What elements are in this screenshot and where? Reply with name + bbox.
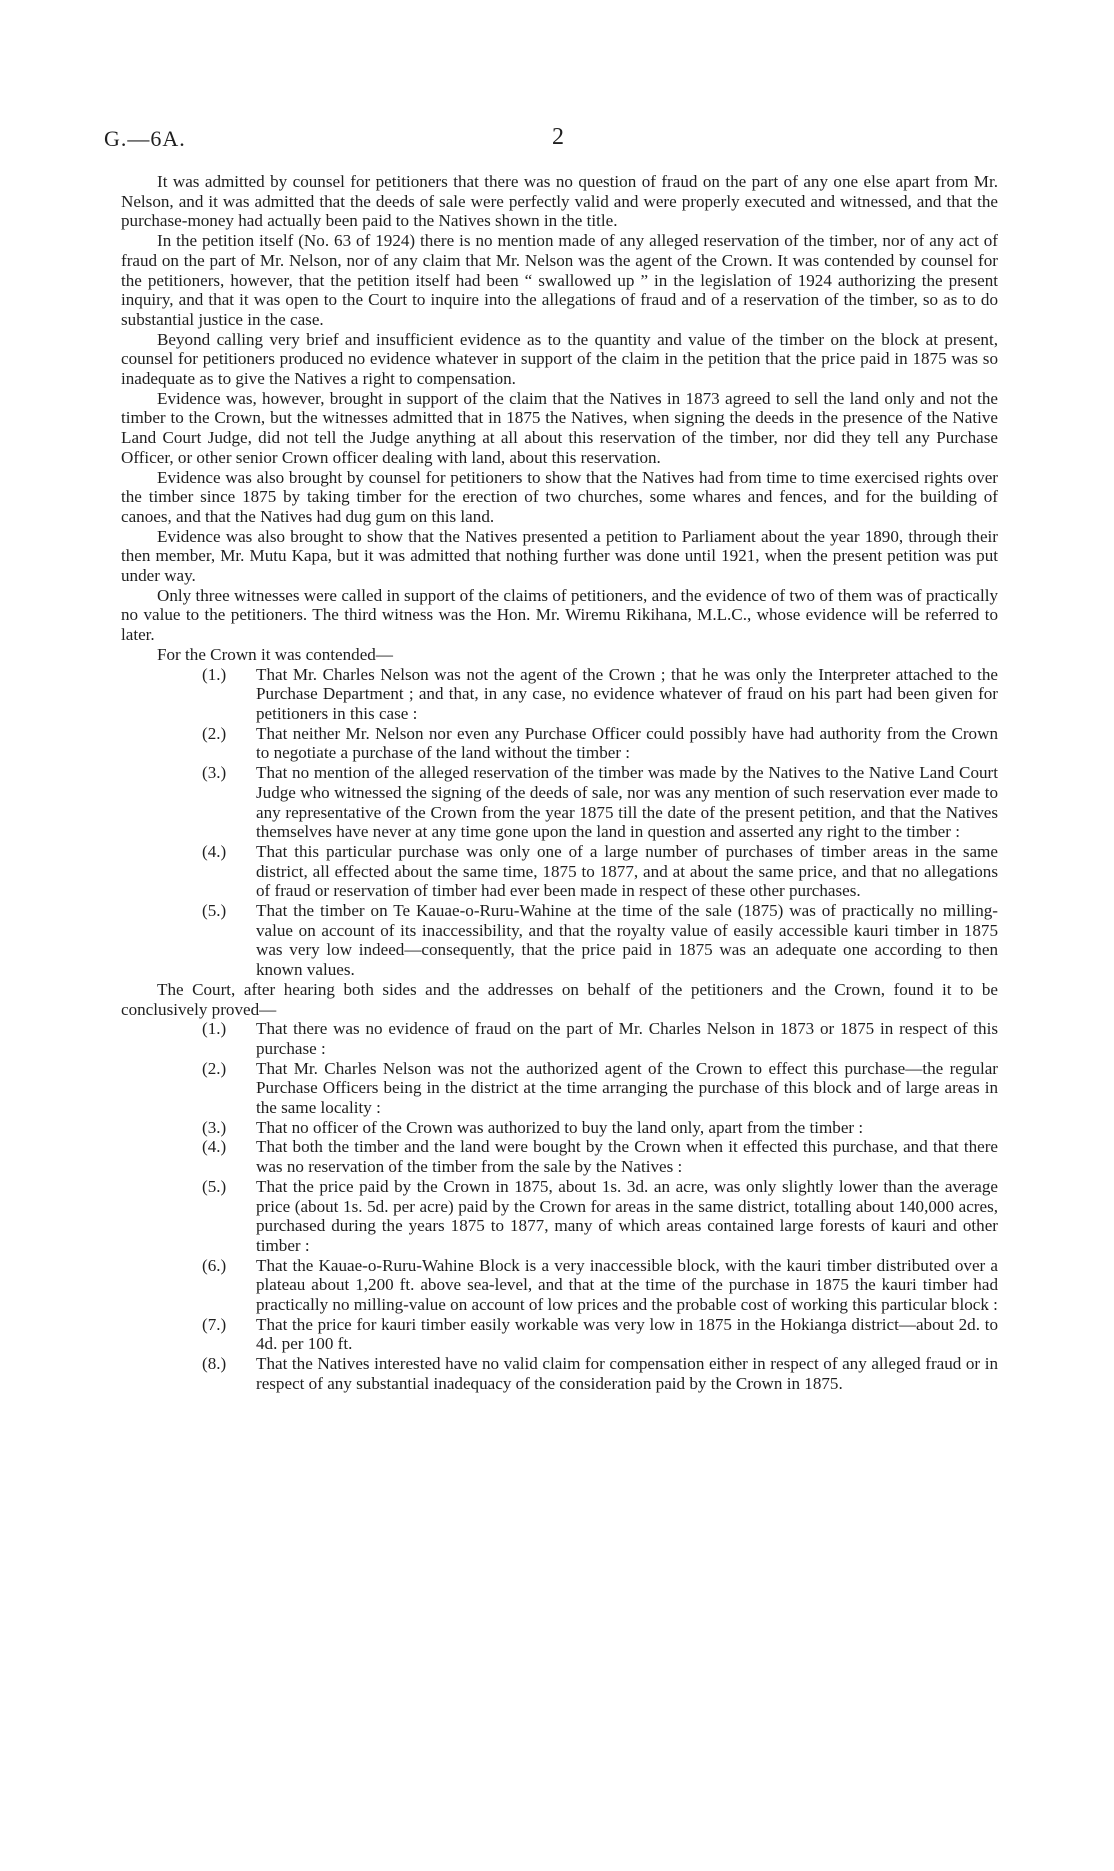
list-text: That the price paid by the Crown in 1875, about 1s. 3d. an acre, was only slightly lower than the average price (about 1s. 5d. per acre) paid by the Crown for areas in the same district, totalling about 140,000 acres, purchased during the years 1875 to 1877, many of which areas contained large forests of kauri and other timber :	[256, 1176, 998, 1255]
list-text: That there was no evidence of fraud on the part of Mr. Charles Nelson in 1873 or 1875 in respect of this purchase :	[256, 1019, 998, 1058]
list-number: (5.)	[202, 901, 227, 921]
list-text: That no officer of the Crown was authorized to buy the land only, apart from the timber :	[256, 1117, 864, 1137]
list-text: That the timber on Te Kauae-o-Ruru-Wahine at the time of the sale (1875) was of practically no milling-value on account of its inaccessibility, and that the royalty value of easily accessible kauri timber in 1875 was very low indeed—consequently, that the price paid in 1875 was an adequate one according to then known values.	[256, 901, 998, 980]
list-text: That Mr. Charles Nelson was not the agent of the Crown ; that he was only the Interpreter attached to the Purchase Department ; and that, in any case, no evidence whatever of fraud on his part had been given for petitioners in this case :	[256, 664, 998, 723]
list-text: That the Natives interested have no valid claim for compensation either in respect of any alleged fraud or in respect of any substantial inadequacy of the consideration paid by the Crown in 1875.	[256, 1354, 998, 1393]
paragraph: It was admitted by counsel for petitioners that there was no question of fraud on the part of any one else apart from Mr. Nelson, and it was admitted that the deeds of sale were perfectly valid and were properly executed and witnessed, and that the purchase-money had actually been paid to the Natives shown in the title.	[121, 172, 998, 231]
list-number: (3.)	[202, 763, 227, 783]
list-number: (7.)	[202, 1314, 227, 1334]
list-number: (1.)	[202, 664, 227, 684]
list-item	[121, 1118, 998, 1138]
list-number: (2.)	[202, 723, 227, 743]
list-number: (6.)	[202, 1255, 227, 1275]
paragraph: In the petition itself (No. 63 of 1924) there is no mention made of any alleged reservation of the timber, nor of any act of fraud on the part of Mr. Nelson, nor of any claim that Mr. Nelson was the agent of the Crown. It was contended by counsel for the petitioners, however, that the petition itself had been “ swallowed up ” in the legislation of 1924 authorizing the present inquiry, and that it was open to the Court to inquire into the allegations of fraud and of a reservation of the timber, so as to do substantial justice in the case.	[121, 231, 998, 329]
paragraph: Evidence was also brought by counsel for petitioners to show that the Natives had from time to time exercised rights over the timber since 1875 by taking timber for the erection of two churches, some whares and fences, and for the building of canoes, and that the Natives had dug gum on this land.	[121, 467, 998, 526]
list-number: (4.)	[202, 1137, 227, 1157]
paragraph: Beyond calling very brief and insufficient evidence as to the quantity and value of the timber on the block at present, counsel for petitioners produced no evidence whatever in support of the claim in the petition that the price paid in 1875 was so inadequate as to give the Natives a right to compensation.	[121, 329, 998, 389]
list-item	[121, 1177, 998, 1256]
list-item	[121, 1256, 998, 1315]
list-item	[121, 724, 998, 763]
list-number: (1.)	[202, 1019, 227, 1039]
document-reference: G.—6A.	[104, 126, 186, 151]
list-item	[121, 665, 998, 724]
list-number: (8.)	[202, 1354, 227, 1374]
list-item	[121, 901, 998, 980]
list-text: That this particular purchase was only one of a large number of purchases of timber areas in the same district, all effected about the same time, 1875 to 1877, and at about the same price, and that no allegations of fraud or reservation of timber had ever been made in respect of these other purchases.	[256, 841, 998, 901]
list-text: That neither Mr. Nelson nor even any Purchase Officer could possibly have had authority from the Crown to negotiate a purchase of the land without the timber :	[256, 723, 998, 763]
court-findings-intro: The Court, after hearing both sides and the addresses on behalf of the petitioners and the Crown, found it to be conclusively proved—	[121, 979, 998, 1019]
list-item	[121, 1354, 998, 1393]
court-findings-list	[121, 1019, 998, 1393]
paragraph: Evidence was, however, brought in support of the claim that the Natives in 1873 agreed to sell the land only and not the timber to the Crown, but the witnesses admitted that in 1875 the Natives, when signing the deeds in the presence of the Native Land Court Judge, did not tell the Judge anything at all about this reservation of the timber, nor did they tell any Purchase Officer, or other senior Crown officer dealing with land, about this reservation.	[121, 388, 998, 467]
list-text: That the Kauae-o-Ruru-Wahine Block is a very inaccessible block, with the kauri timber distributed over a plateau about 1,200 ft. above sea-level, and that at the time of the purchase in 1875 the kauri timber had practically no milling-value on account of low prices and the probable cost of working this particular block :	[256, 1255, 998, 1315]
paragraph-crown-intro: For the Crown it was contended—	[157, 644, 393, 664]
list-number: (2.)	[202, 1058, 227, 1078]
list-number: (5.)	[202, 1176, 227, 1196]
paragraph: Only three witnesses were called in support of the claims of petitioners, and the evidence of two of them was of practically no value to the petitioners. The third witness was the Hon. Mr. Wiremu Rikihana, M.L.C., whose evidence will be referred to later.	[121, 585, 998, 645]
list-item	[121, 842, 998, 901]
paragraph: Evidence was also brought to show that the Natives presented a petition to Parliament about the year 1890, through their then member, Mr. Mutu Kapa, but it was admitted that nothing further was done until 1921, when the present petition was put under way.	[121, 526, 998, 586]
list-number: (4.)	[202, 841, 227, 861]
page-number: 2	[552, 124, 564, 150]
list-text: That the price for kauri timber easily workable was very low in 1875 in the Hokianga district—about 2d. to 4d. per 100 ft.	[256, 1314, 998, 1354]
list-text: That no mention of the alleged reservation of the timber was made by the Natives to the Native Land Court Judge who witnessed the signing of the deeds of sale, nor was any mention of such reservation ever made to any representative of the Crown from the year 1875 till the date of the present petition, and that the Natives themselves have never at any time gone upon the land in question and asserted any right to the timber :	[256, 763, 998, 842]
list-text: That both the timber and the land were bought by the Crown when it effected this purchase, and that there was no reservation of the timber from the sale by the Natives :	[256, 1137, 998, 1177]
page-header	[104, 118, 1004, 158]
list-item	[121, 763, 998, 842]
crown-contentions-list	[121, 665, 998, 980]
list-item	[121, 1019, 998, 1058]
list-item	[121, 1137, 998, 1176]
list-text: That Mr. Charles Nelson was not the authorized agent of the Crown to effect this purchase—the regular Purchase Officers being in the district at the time arranging the purchase of this block and of large areas in the same locality :	[256, 1058, 998, 1118]
page-body	[121, 172, 998, 1394]
list-number: (3.)	[202, 1117, 227, 1137]
list-item	[121, 1059, 998, 1118]
list-item	[121, 1315, 998, 1354]
